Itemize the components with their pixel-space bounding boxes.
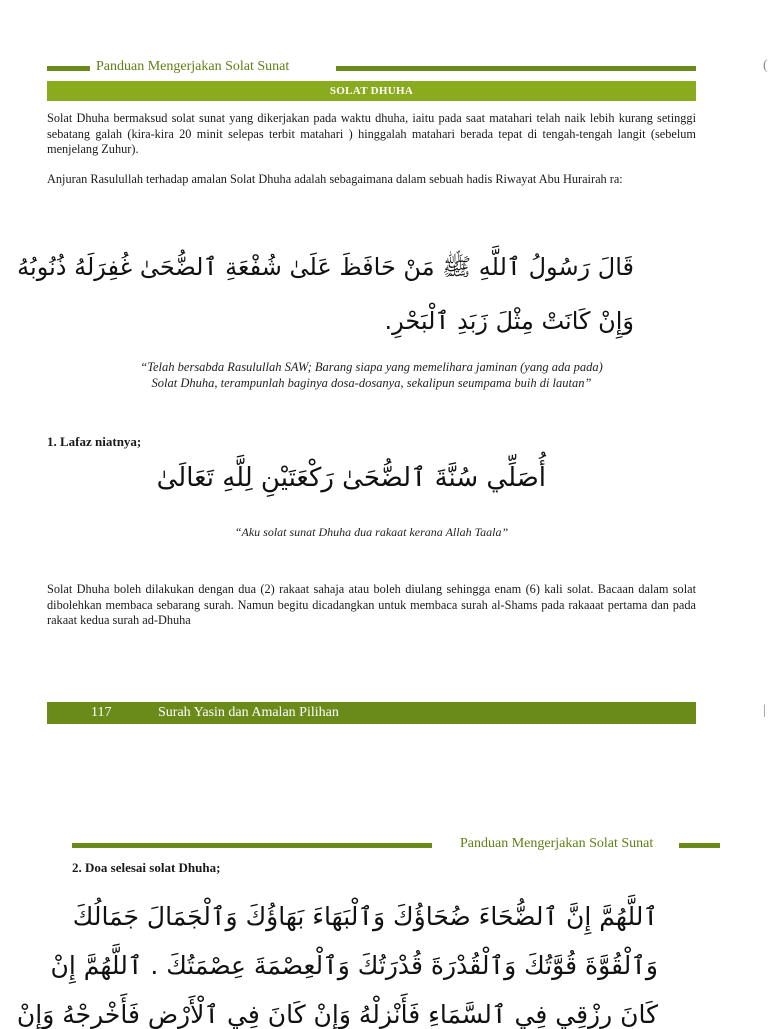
header-rule-left <box>47 66 90 71</box>
header-rule-right <box>336 66 696 71</box>
next-page-edge-mark: ( <box>763 58 768 73</box>
doa-arabic-line-2: وَٱلْقُوَّةَ قُوَّتُكَ وَٱلْقُدْرَةَ قُدْرَتُكَ وَٱلْعِصْمَةَ عِصْمَتُكَ . ٱللَّهُمَّ إِنْ <box>50 951 658 980</box>
hadith-translation-line-1: “Telah bersabda Rasulullah SAW; Barang siapa yang memelihara jaminan (yang ada pada) <box>140 360 603 374</box>
doa-heading: 2. Doa selesai solat Dhuha; <box>72 860 221 875</box>
next-page-edge-mark-footer: | <box>763 703 766 718</box>
niat-heading: 1. Lafaz niatnya; <box>47 434 142 449</box>
hadith-arabic-line-1: قَالَ رَسُولُ ٱللَّهِ ﷺ مَنْ حَافَظَ عَلَىٰ شُفْعَةِ ٱلضُّحَىٰ غُفِرَلَهُ ذُنُوبُهُ <box>17 253 634 281</box>
intro-paragraph: Solat Dhuha bermaksud solat sunat yang dikerjakan pada waktu dhuha, iaitu pada saat matahari telah naik lebih kurang setinggi sebatang galah (kira-kira 20 minit selepas terbit matahari ) hinggalah matahari berada tepat di tengah-tengah langit (sebelum menjelang Zuhur). <box>47 111 696 157</box>
niat-arabic: أُصَلِّي سُنَّةَ ٱلضُّحَىٰ رَكْعَتَيْنِ لِلَّهِ تَعَالَىٰ <box>156 463 546 493</box>
doa-arabic-line-3: كَانَ رِزْقِي فِي ٱلسَّمَاءِ فَأَنْزِلْهُ وَإِنْ كَانَ فِي ٱلْأَرْضِ فَأَخْرِجْهُ وَإِنْ <box>16 1000 658 1029</box>
page-number: 117 <box>91 705 112 720</box>
doa-arabic-line-1: ٱللَّهُمَّ إِنَّ ٱلضُّحَاءَ ضُحَاؤُكَ وَٱلْبَهَاءَ بَهَاؤُكَ وَٱلْجَمَالَ جَمَالُكَ <box>72 902 658 931</box>
header2-rule-right <box>679 843 720 848</box>
dhuha-rakaat-paragraph: Solat Dhuha boleh dilakukan dengan dua (2) rakaat sahaja atau boleh diulang sehingga enam (6) kali solat. Bacaan dalam solat dibolehkan membaca sebarang surah. Namun begitu dicadangkan untuk membaca surah al-Shams pada rakaaat pertama dan pada rakaat kedua surah ad-Dhuha <box>47 582 696 628</box>
section-title: SOLAT DHUHA <box>47 81 696 101</box>
header-title: Panduan Mengerjakan Solat Sunat <box>96 59 290 74</box>
niat-translation: “Aku solat sunat Dhuha dua rakaat kerana Allah Taala” <box>234 525 509 539</box>
book-title: Surah Yasin dan Amalan Pilihan <box>158 705 339 720</box>
hadith-arabic-line-2: وَإِنْ كَانَتْ مِثْلَ زَبَدِ ٱلْبَحْرِ. <box>384 307 634 335</box>
hadith-translation-line-2: Solat Dhuha, terampunlah baginya dosa-dosanya, sekalipun seumpama buih di lautan” <box>151 376 592 390</box>
page-footer <box>47 702 696 724</box>
header2-title: Panduan Mengerjakan Solat Sunat <box>460 836 654 851</box>
hadith-intro-paragraph: Anjuran Rasulullah terhadap amalan Solat Dhuha adalah sebagaimana dalam sebuah hadis Riwayat Abu Hurairah ra: <box>47 172 623 186</box>
header2-rule-left <box>72 843 432 848</box>
